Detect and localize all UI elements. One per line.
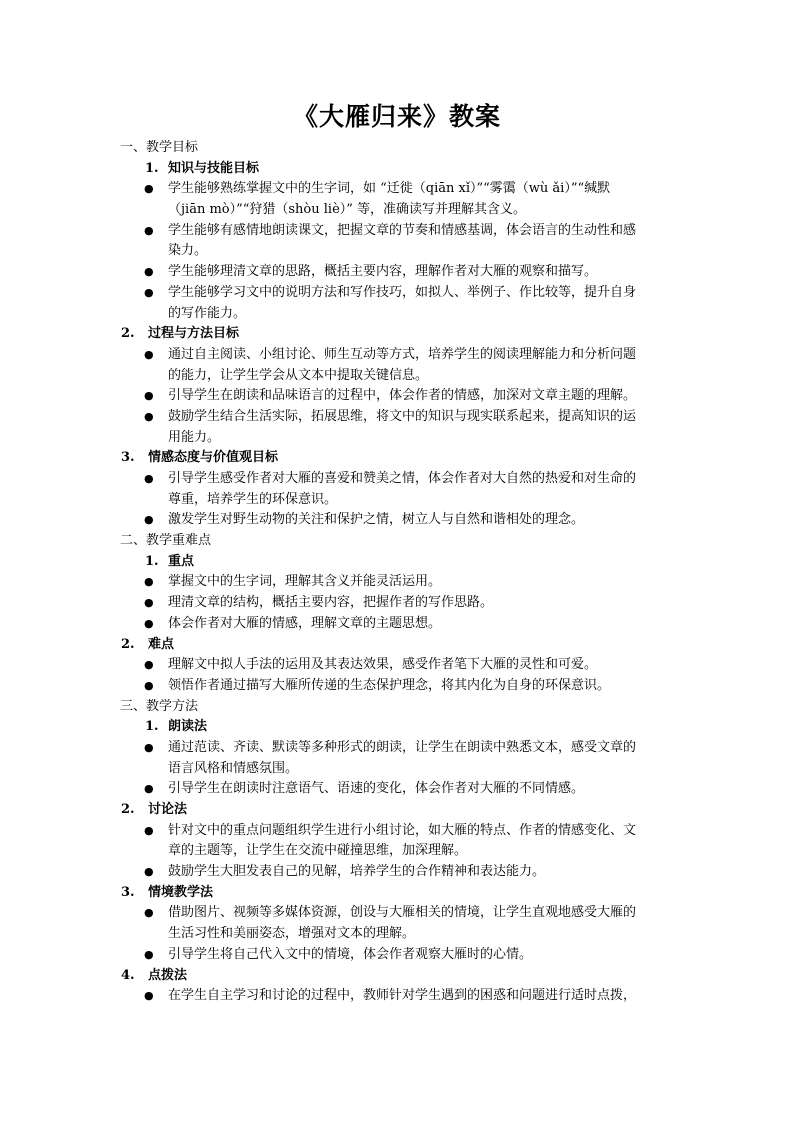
bullet-item xyxy=(0,262,794,283)
continuation-text: 生活习性和美丽姿态，增强对文本的理解。 xyxy=(168,926,416,942)
bullet-text: 掌握文中的生字词，理解其含义并能灵活运用。 xyxy=(168,574,442,590)
bullet-text: 学生能够学习文中的说明方法和写作技巧，如拟人、举例子、作比较等，提升自身 xyxy=(168,284,637,300)
bullet-item xyxy=(0,945,794,966)
bullet-continuation xyxy=(0,759,794,780)
subsection-title: 难点 xyxy=(148,636,175,652)
bullet-item xyxy=(0,572,794,593)
bullet-icon: ● xyxy=(144,575,154,589)
bullet-item xyxy=(0,614,794,635)
bullet-item xyxy=(0,676,794,697)
bullet-continuation xyxy=(0,200,794,221)
bullet-item xyxy=(0,283,794,304)
subsection-number: 2. xyxy=(121,636,135,652)
bullet-icon: ● xyxy=(144,285,154,299)
bullet-icon: ● xyxy=(144,782,154,796)
subsection-number: 4. xyxy=(121,967,135,983)
section-heading: 一、教学目标 xyxy=(120,140,199,155)
bullet-item xyxy=(0,179,794,200)
bullet-icon: ● xyxy=(144,389,154,403)
bullet-icon: ● xyxy=(144,472,154,485)
bullet-icon: ● xyxy=(144,347,154,361)
bullet-continuation xyxy=(0,490,794,511)
bullet-item xyxy=(0,862,794,883)
subsection-title: 过程与方法目标 xyxy=(148,326,240,342)
bullet-text: 在学生自主学习和讨论的过程中，教师针对学生遇到的困惑和问题进行适时点拨， xyxy=(168,988,637,1004)
bullet-item xyxy=(0,986,794,1007)
bullet-text: 通过范读、齐读、默读等多种形式的朗读，让学生在朗读中熟悉文本，感受文章的 xyxy=(168,739,637,755)
bullet-icon: ● xyxy=(144,823,154,837)
bullet-text: 体会作者对大雁的情感，理解文章的主题思想。 xyxy=(168,615,442,631)
continuation-text: 语言风格和情感氛围。 xyxy=(168,760,299,776)
subsection-title: 重点 xyxy=(168,553,195,569)
subsection-heading xyxy=(0,552,794,573)
bullet-text: 引导学生感受作者对大雁的喜爱和赞美之情，体会作者对大自然的热爱和对生命的 xyxy=(168,471,637,486)
section-heading: 三、教学方法 xyxy=(120,698,199,714)
section-heading: 二、教学重难点 xyxy=(120,533,212,549)
bullet-icon: ● xyxy=(144,740,154,754)
bullet-text: 鼓励学生大胆发表自己的见解，培养学生的合作精神和表达能力。 xyxy=(168,864,546,880)
subsection-title: 知识与技能目标 xyxy=(168,160,260,176)
bullet-text: 针对文中的重点问题组织学生进行小组讨论，如大雁的特点、作者的情感变化、文 xyxy=(168,822,637,838)
bullet-item xyxy=(0,655,794,676)
continuation-text: 尊重，培养学生的环保意识。 xyxy=(168,491,338,507)
bullet-item xyxy=(0,903,794,924)
bullet-icon: ● xyxy=(144,616,154,630)
subsection-title: 朗读法 xyxy=(168,719,208,735)
bullet-text: 理解文中拟人手法的运用及其表达效果，感受作者笔下大雁的灵性和可爱。 xyxy=(168,657,598,673)
bullet-item xyxy=(0,386,794,407)
document-body xyxy=(0,138,794,1007)
continuation-text: 章的主题等，让学生在交流中碰撞思维，加深理解。 xyxy=(168,843,468,859)
bullet-item xyxy=(0,738,794,759)
bullet-item xyxy=(0,407,794,428)
bullet-text: 通过自主阅读、小组讨论、师生互动等方式，培养学生的阅读理解能力和分析问题 xyxy=(168,346,637,362)
continuation-text: 的写作能力。 xyxy=(168,305,247,321)
bullet-icon: ● xyxy=(144,906,154,920)
bullet-item xyxy=(0,779,794,800)
bullet-continuation xyxy=(0,241,794,262)
subsection-number: 3. xyxy=(121,450,135,466)
bullet-continuation xyxy=(0,428,794,449)
bullet-icon: ● xyxy=(144,223,154,237)
bullet-text: 引导学生在朗读和品味语言的过程中，体会作者的情感，加深对文章主题的理解。 xyxy=(168,388,637,404)
continuation-text: 染力。 xyxy=(168,243,208,259)
bullet-text: 激发学生对野生动物的关注和保护之情，树立人与自然和谐相处的理念。 xyxy=(168,512,585,528)
bullet-icon: ● xyxy=(144,409,154,423)
subsection-heading xyxy=(0,448,794,469)
bullet-item xyxy=(0,510,794,531)
subsection-number: 1. xyxy=(145,553,159,569)
bullet-icon: ● xyxy=(144,947,154,961)
bullet-icon: ● xyxy=(144,265,154,279)
bullet-item xyxy=(0,593,794,614)
bullet-item xyxy=(0,469,794,490)
bullet-text: 学生能够熟练掌握文中的生字词，如 “迁徙（qiān xǐ）”“雾霭（wù ǎi）”“缄默 xyxy=(168,181,611,197)
subsection-number: 2. xyxy=(121,802,135,817)
bullet-text: 借助图片、视频等多媒体资源，创设与大雁相关的情境，让学生直观地感受大雁的 xyxy=(168,905,637,921)
subsection-title: 情境教学法 xyxy=(148,884,214,900)
continuation-text: （jiān mò）”“狩猎（shòu liè）” 等，准确读写并理解其含义。 xyxy=(168,202,527,218)
subsection-number: 3. xyxy=(121,884,135,900)
continuation-text: 的能力，让学生学会从文本中提取关键信息。 xyxy=(168,367,429,383)
subsection-heading xyxy=(0,324,794,345)
bullet-item xyxy=(0,345,794,366)
bullet-icon: ● xyxy=(144,513,154,527)
bullet-text: 鼓励学生结合生活实际，拓展思维，将文中的知识与现实联系起来，提高知识的运 xyxy=(168,408,637,424)
bullet-continuation xyxy=(0,841,794,862)
bullet-icon: ● xyxy=(144,596,154,610)
bullet-icon: ● xyxy=(144,658,154,672)
subsection-number: 1. xyxy=(145,719,159,735)
bullet-item xyxy=(0,821,794,842)
subsection-heading xyxy=(0,966,794,987)
subsection-heading xyxy=(0,883,794,904)
subsection-heading xyxy=(0,800,794,821)
continuation-text: 用能力。 xyxy=(168,429,221,445)
subsection-title: 情感态度与价值观目标 xyxy=(148,450,279,466)
bullet-continuation xyxy=(0,924,794,945)
document-title: 《大雁归来》教案 xyxy=(292,102,501,131)
bullet-icon: ● xyxy=(144,678,154,692)
bullet-text: 理清文章的结构，概括主要内容，把握作者的写作思路。 xyxy=(168,595,494,611)
bullet-icon: ● xyxy=(144,989,154,1003)
bullet-icon: ● xyxy=(144,865,154,879)
subsection-heading xyxy=(0,717,794,738)
bullet-text: 引导学生在朗读时注意语气、语速的变化，体会作者对大雁的不同情感。 xyxy=(168,781,585,797)
subsection-heading xyxy=(0,159,794,180)
bullet-text: 引导学生将自己代入文中的情境，体会作者观察大雁时的心情。 xyxy=(168,946,533,962)
subsection-title: 点拨法 xyxy=(148,967,188,983)
bullet-continuation xyxy=(0,366,794,387)
bullet-continuation xyxy=(0,304,794,325)
bullet-text: 学生能够理清文章的思路，概括主要内容，理解作者对大雁的观察和描写。 xyxy=(168,264,598,280)
subsection-number: 1. xyxy=(145,160,159,176)
bullet-icon: ● xyxy=(144,182,154,196)
bullet-item xyxy=(0,221,794,242)
subsection-heading xyxy=(0,635,794,656)
bullet-text: 领悟作者通过描写大雁所传递的生态保护理念，将其内化为自身的环保意识。 xyxy=(168,677,611,693)
bullet-text: 学生能够有感情地朗读课文，把握文章的节奏和情感基调，体会语言的生动性和感 xyxy=(168,222,637,238)
subsection-number: 2. xyxy=(121,326,135,342)
subsection-title: 讨论法 xyxy=(148,802,188,817)
